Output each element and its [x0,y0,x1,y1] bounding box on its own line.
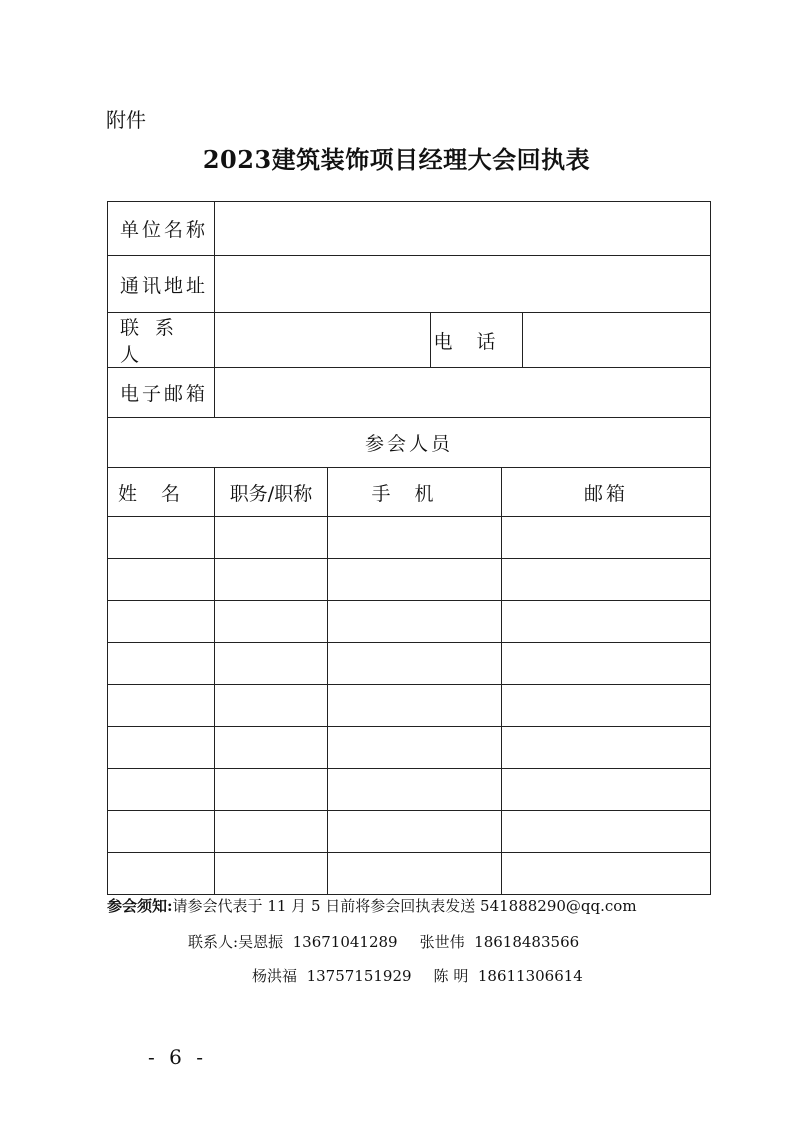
email-cell[interactable] [502,727,711,769]
name-cell[interactable] [108,853,215,895]
mobile-cell[interactable] [328,559,502,601]
name-cell[interactable] [108,727,215,769]
attachment-label: 附件 [106,108,146,132]
email-cell[interactable] [502,517,711,559]
contact-name: 陈 明 [433,967,469,985]
receipt-form-table [107,201,711,895]
phone-field[interactable] [523,313,711,368]
email-cell[interactable] [502,601,711,643]
name-cell[interactable] [108,769,215,811]
name-cell[interactable] [108,517,215,559]
email-cell[interactable] [502,685,711,727]
email-cell[interactable] [502,559,711,601]
contact-field[interactable] [215,313,431,368]
title-cell[interactable] [215,601,328,643]
unit-name-field[interactable] [215,202,711,256]
table-row [108,643,711,685]
title-cell[interactable] [215,769,328,811]
title-cell[interactable] [215,559,328,601]
mobile-cell[interactable] [328,643,502,685]
mobile-cell[interactable] [328,769,502,811]
contact-phone: 13757151929 [306,967,412,985]
notes-heading: 参会须知: [107,897,173,915]
table-row [108,685,711,727]
mobile-cell[interactable] [328,811,502,853]
column-header-email: 邮箱 [502,468,711,517]
name-cell[interactable] [108,601,215,643]
email-cell[interactable] [502,811,711,853]
title-cell[interactable] [215,853,328,895]
attendee-rows [108,517,711,895]
table-row [108,769,711,811]
table-row [108,559,711,601]
email-cell[interactable] [502,769,711,811]
contact-phone: 18618483566 [474,933,580,951]
email-label: 电子邮箱 [108,368,215,418]
notes-line [107,895,637,916]
mobile-cell[interactable] [328,853,502,895]
email-cell[interactable] [502,853,711,895]
table-row [108,517,711,559]
table-row [108,601,711,643]
mobile-cell[interactable] [328,601,502,643]
title-cell[interactable] [215,727,328,769]
name-cell[interactable] [108,811,215,853]
page-number: - 6 - [148,1045,207,1069]
phone-label: 电话 [431,313,523,368]
name-cell[interactable] [108,685,215,727]
contact-name: 张世伟 [419,933,465,951]
address-label: 通讯地址 [108,256,215,313]
contact-phone: 18611306614 [477,967,583,985]
email-cell[interactable] [502,643,711,685]
contact-name: 吴恩振 [238,933,284,951]
notes-instruction: 请参会代表于 11 月 5 日前将参会回执表发送 541888290@qq.com [172,897,637,915]
column-header-mobile: 手机 [328,468,502,517]
mobile-cell[interactable] [328,685,502,727]
email-field[interactable] [215,368,711,418]
contacts-label: 联系人: [188,933,239,951]
title-cell[interactable] [215,685,328,727]
contacts-line-1 [188,931,579,952]
attendees-heading: 参会人员 [108,418,711,468]
address-field[interactable] [215,256,711,313]
column-header-name: 姓名 [108,468,215,517]
contact-phone: 13671041289 [292,933,398,951]
title-cell[interactable] [215,517,328,559]
page-title: 2023建筑装饰项目经理大会回执表 [202,145,591,174]
contact-name: 杨洪福 [252,967,298,985]
title-cell[interactable] [215,811,328,853]
mobile-cell[interactable] [328,727,502,769]
contacts-line-2 [252,965,583,986]
table-row [108,727,711,769]
name-cell[interactable] [108,643,215,685]
table-row [108,811,711,853]
column-header-title: 职务/职称 [215,468,328,517]
unit-name-label: 单位名称 [108,202,215,256]
table-row [108,853,711,895]
title-cell[interactable] [215,643,328,685]
contact-label: 联系人 [108,313,215,368]
mobile-cell[interactable] [328,517,502,559]
name-cell[interactable] [108,559,215,601]
